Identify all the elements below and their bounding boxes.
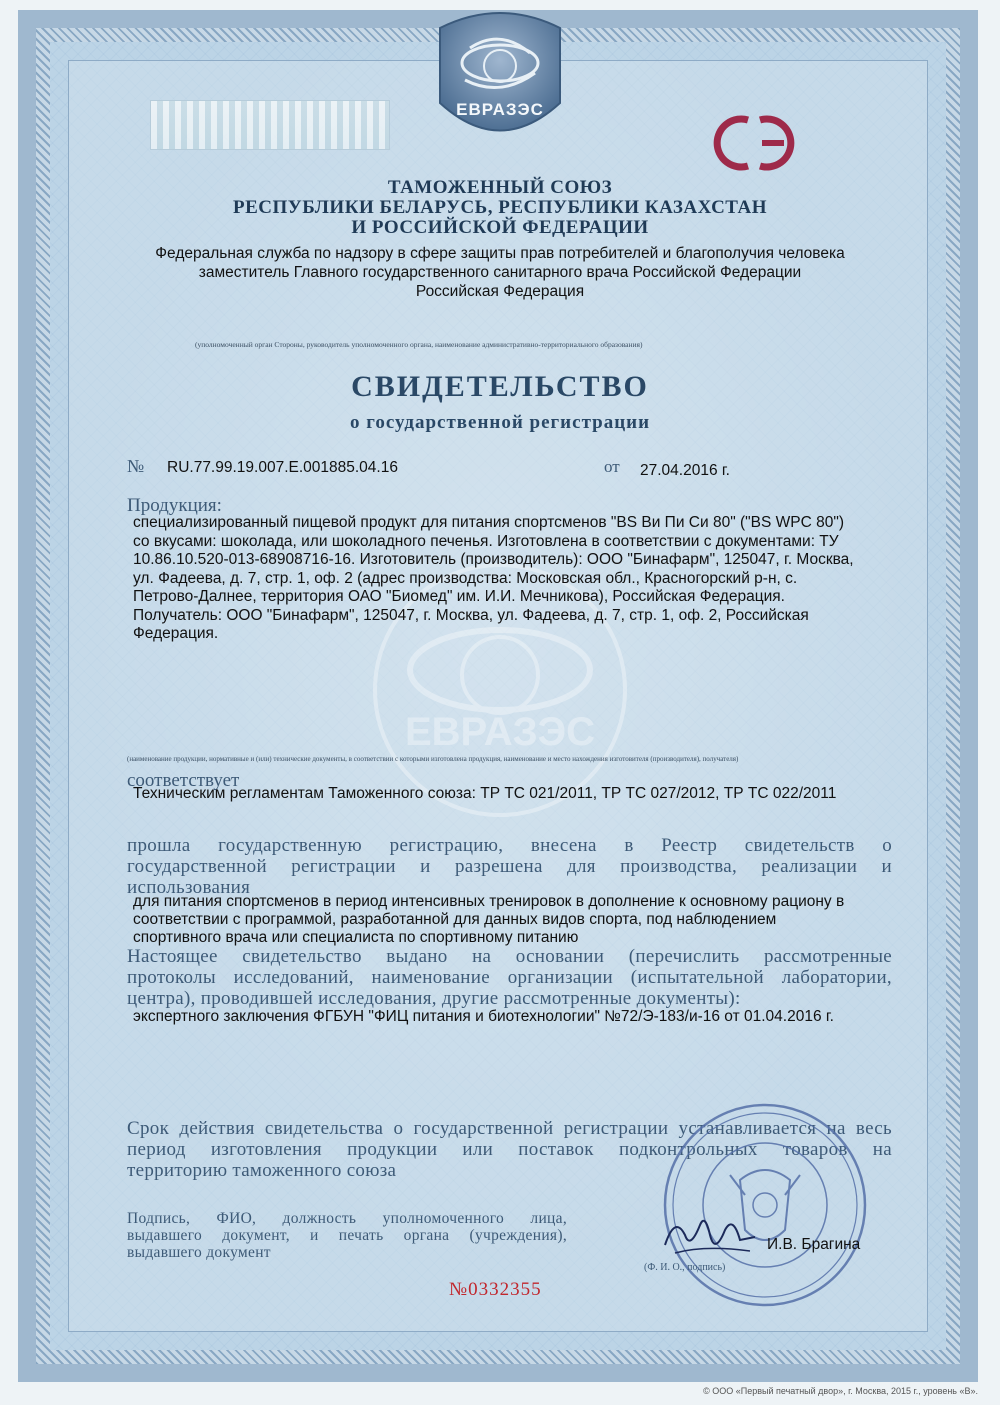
signature-label-line-1: Подпись, ФИО, должность уполномоченного лица, — [127, 1210, 567, 1227]
eurasec-emblem-icon — [430, 8, 570, 158]
product-line-6: Получатель: ООО "Бинафарм", 125047, г. Москва, ул. Фадеева, д. 7, стр. 1, оф. 2, Российская — [133, 606, 809, 624]
authority-line-2: заместитель Главного государственного санитарного врача Российской Федерации — [198, 264, 802, 281]
customs-union-heading — [0, 178, 1000, 238]
registered-line-2: государственной регистрации и разрешена для производства, реализации и — [127, 856, 892, 877]
authority-caption: (уполномоченный орган Стороны, руководитель уполномоченного органа, наименование административно-территориального образования) — [195, 340, 643, 349]
hologram-strip — [150, 100, 390, 150]
basis-text: экспертного заключения ФГБУН "ФИЦ питания и биотехнологии" №72/Э-183/и-16 от 01.04.2016 г. — [133, 1008, 834, 1025]
union-line-2: РЕСПУБЛИКИ БЕЛАРУСЬ, РЕСПУБЛИКИ КАЗАХСТАН — [232, 197, 768, 218]
product-line-4: ул. Фадеева, д. 7, стр. 1, оф. 2 (адрес производства: Московская обл., Красногорский р-н, с. — [133, 569, 798, 587]
signature-label-line-2: выдавшего документ, и печать органа (учреждения), — [127, 1227, 567, 1244]
date-label: от — [604, 457, 620, 476]
product-label: Продукция: — [127, 495, 222, 516]
registered-line-3: использования — [127, 877, 251, 898]
basis-line-2: протоколы исследований, наименование организации (испытательной лаборатории, — [127, 967, 892, 988]
svg-text:ЕВРАЗЭС: ЕВРАЗЭС — [404, 710, 596, 754]
usage-line-1: для питания спортсменов в период интенсивных тренировок в дополнение к основному рациону в — [133, 893, 845, 910]
product-line-5: Петрово-Далнее, территория ОАО "Биомед" им. И.И. Мечникова), Российская Федерация. — [133, 588, 785, 605]
registration-statement — [127, 835, 892, 898]
signature-caption: (Ф. И. О., подпись) — [644, 1262, 726, 1273]
basis-statement — [127, 946, 892, 1009]
usage-block — [133, 893, 844, 947]
serial-number: №0332355 — [449, 1279, 542, 1300]
basis-line-3: центра), проводившей исследования, другие рассмотренные документы): — [127, 988, 741, 1009]
registration-date: 27.04.2016 г. — [640, 462, 730, 479]
union-line-3: И РОССИЙСКОЙ ФЕДЕРАЦИИ — [351, 217, 649, 238]
conformity-mark-icon — [708, 112, 804, 174]
product-caption: (наименование продукции, нормативные и (или) технические документы, в соответствии с которыми изготовлена продукция, наименование и место нахождения изготовителя (производителя), получателя) — [127, 755, 739, 763]
authority-line-1: Федеральная служба по надзору в сфере защиты прав потребителей и благополучия человека — [155, 245, 845, 262]
emblem-caption: ЕВРАЗЭС — [456, 100, 544, 119]
conformity-text: Техническим регламентам Таможенного союза: ТР ТС 021/2011, ТР ТС 027/2012, ТР ТС 022/2011 — [133, 785, 837, 802]
usage-line-3: спортивного врача или специалиста по спортивному питанию — [133, 929, 579, 946]
conformity-label: соответствует — [127, 770, 240, 791]
validity-line-2: период изготовления продукции или поставок подконтрольных товаров на — [127, 1139, 892, 1160]
validity-line-1: Срок действия свидетельства о государственной регистрации устанавливается на весь — [127, 1118, 892, 1139]
product-line-1: специализированный пищевой продукт для питания спортсменов "BS Ви Пи Си 80" ("BS WPC 80") — [133, 514, 845, 531]
printer-footer: © ООО «Первый печатный двор», г. Москва, 2015 г., уровень «В». — [703, 1386, 978, 1396]
registration-number: RU.77.99.19.007.Е.001885.04.16 — [167, 459, 398, 476]
signatory-name: И.В. Брагина — [767, 1236, 861, 1253]
union-line-1: ТАМОЖЕННЫЙ СОЮЗ — [387, 177, 613, 198]
signature-label — [127, 1210, 567, 1261]
product-line-2: со вкусами: шоколада, или шоколадного печенья. Изготовлена в соответствии с документами: ТУ — [133, 532, 839, 550]
document-title: СВИДЕТЕЛЬСТВО — [351, 370, 649, 403]
document-subtitle: о государственной регистрации — [349, 412, 651, 433]
product-line-7: Федерация. — [133, 625, 219, 642]
product-description — [133, 514, 908, 644]
product-line-3: 10.86.10.520-013-68908716-16. Изготовитель (производитель): ООО "Бинафарм", 125047, г. Москва, — [133, 551, 854, 568]
basis-line-1: Настоящее свидетельство выдано на основании (перечислить рассмотренные — [127, 946, 892, 967]
authority-block — [0, 244, 1000, 301]
authority-line-3: Российская Федерация — [415, 283, 585, 300]
handwritten-signature-icon — [655, 1205, 765, 1265]
eurasec-emblem — [430, 8, 570, 158]
validity-line-3: территорию таможенного союза — [127, 1160, 397, 1181]
registered-line-1: прошла государственную регистрацию, внесена в Реестр свидетельств о — [127, 835, 892, 856]
signature-label-line-3: выдавшего документ — [127, 1244, 271, 1261]
number-label: № — [127, 456, 145, 476]
usage-line-2: соответствии с программой, разработанной для данных видов спорта, под наблюдением — [133, 911, 777, 928]
